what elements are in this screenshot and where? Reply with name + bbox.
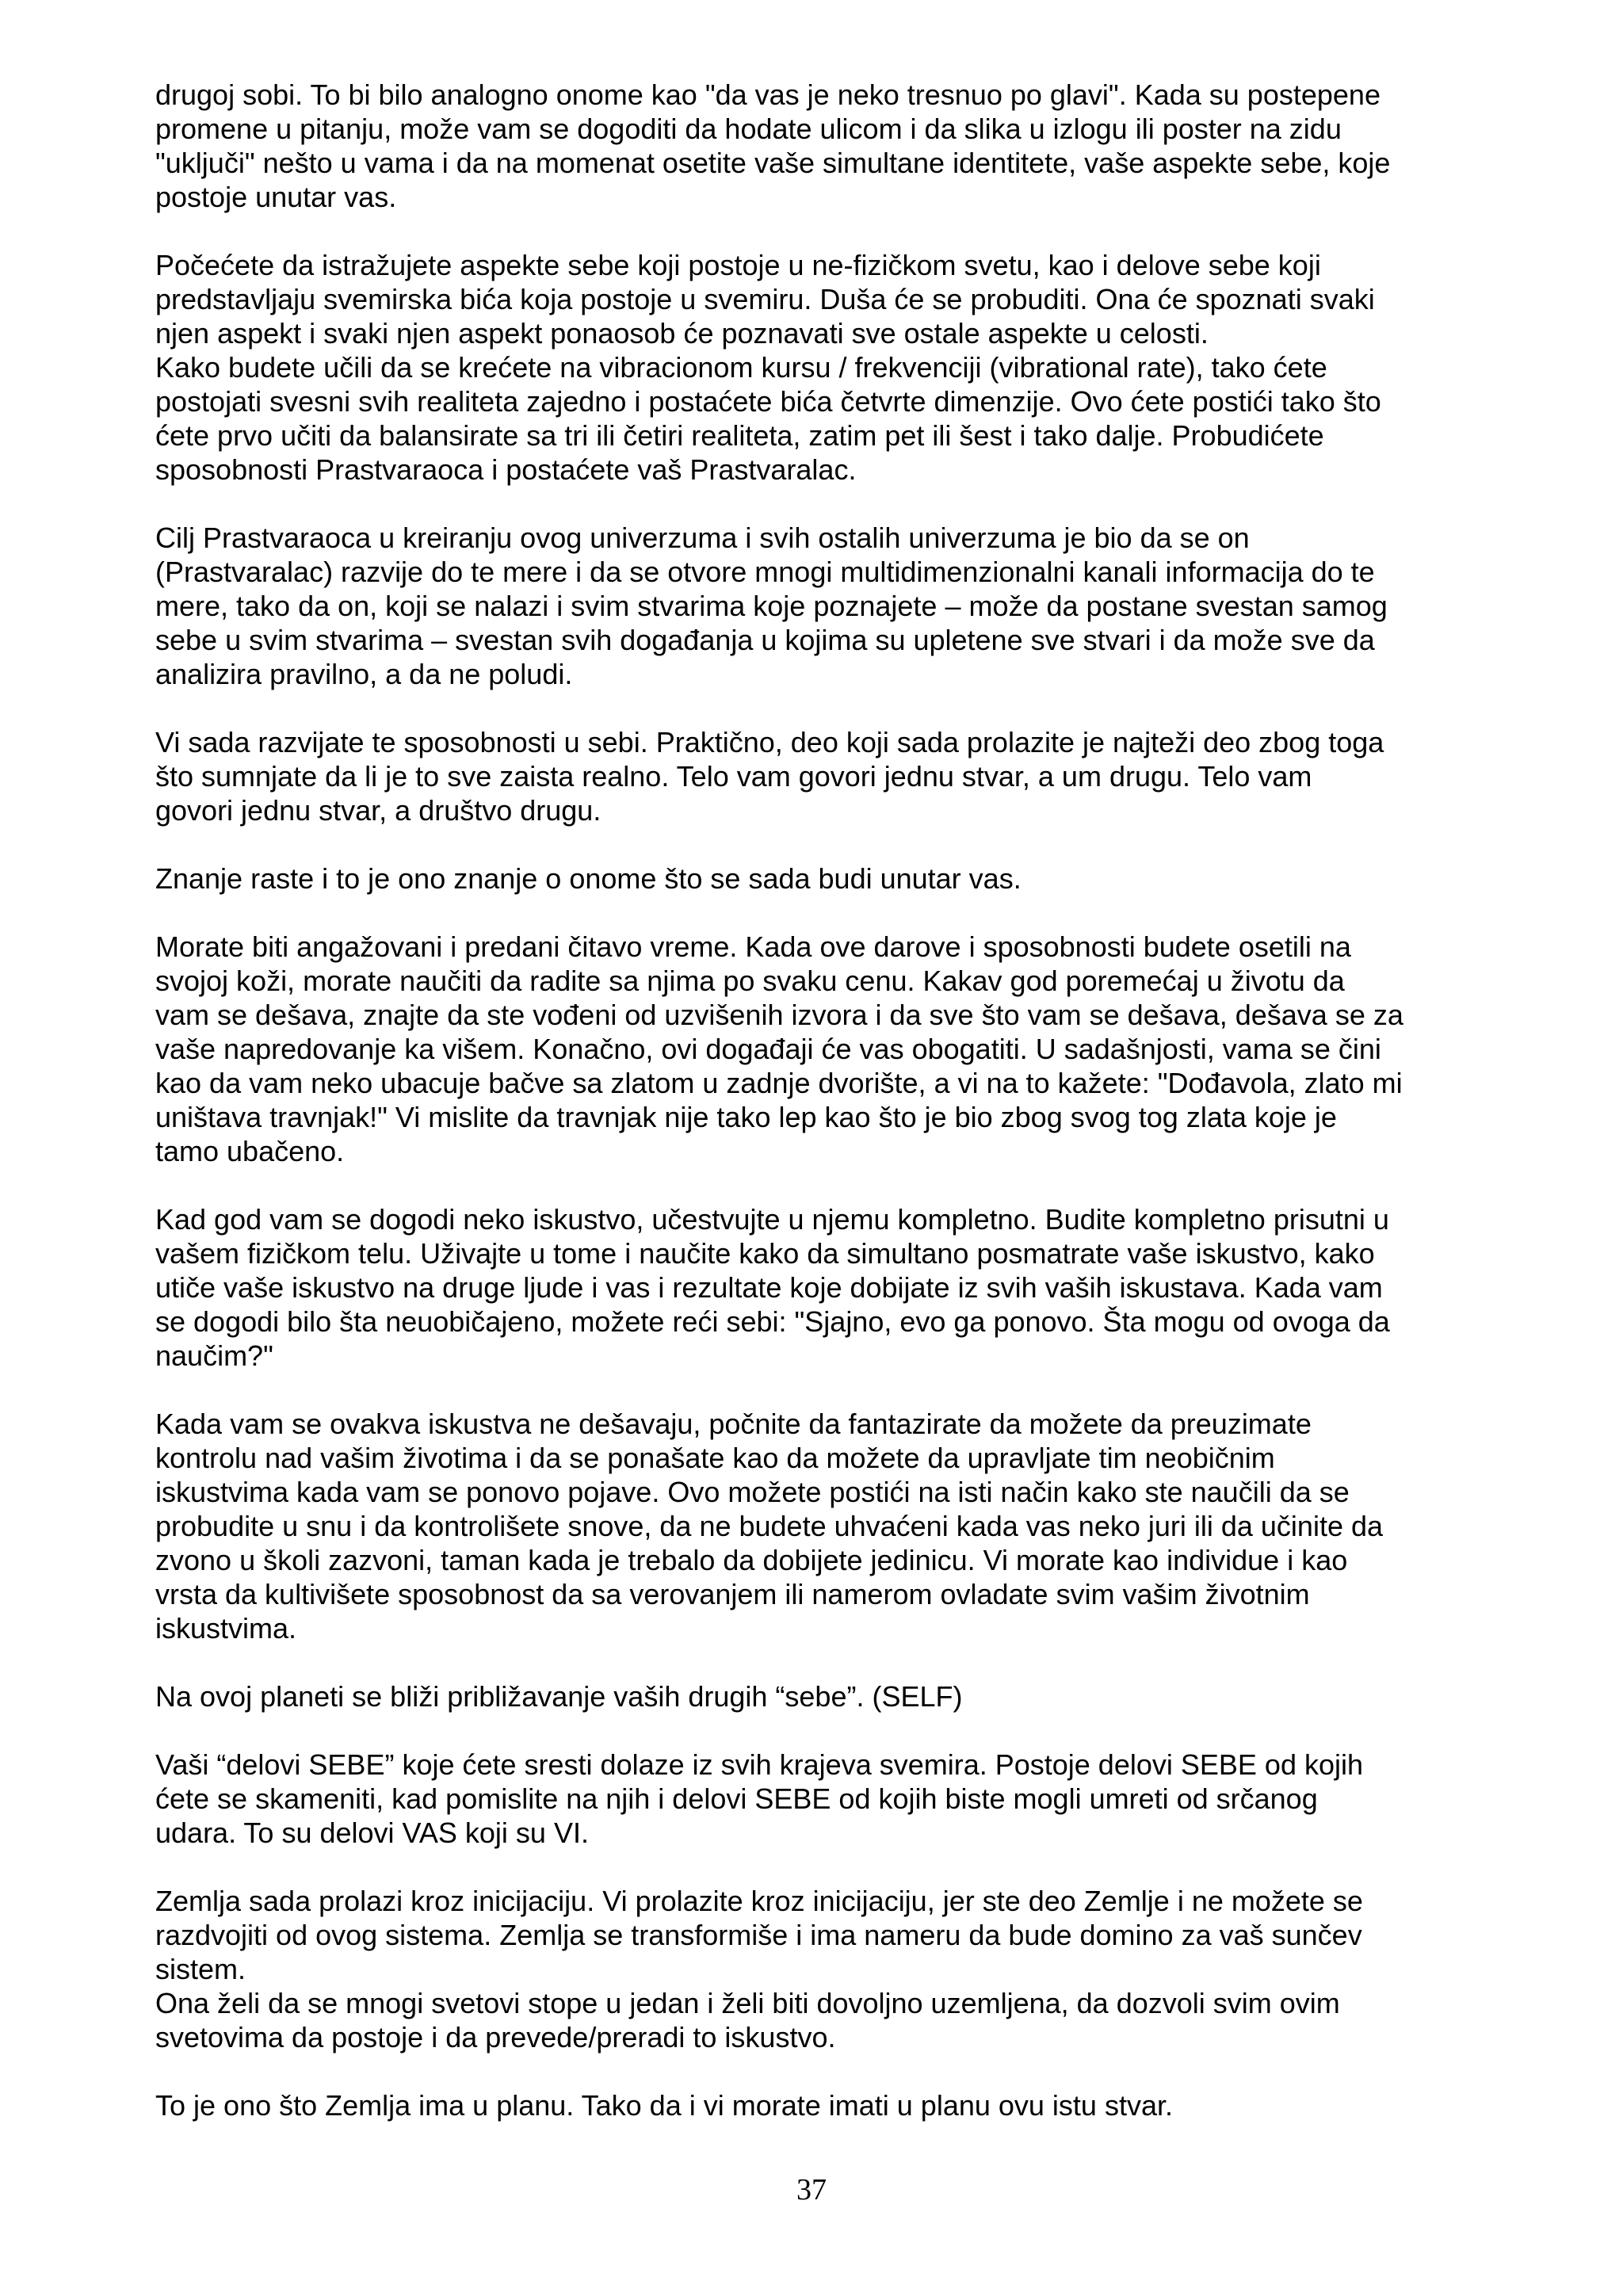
paragraph: Ona želi da se mnogi svetovi stope u jedan i želi biti dovoljno uzemljena, da dozvoli svim ovim svetovima da postoje i da prevede/preradi to iskustvo.: [155, 1987, 1340, 2053]
paragraph: Cilj Prastvaraoca u kreiranju ovog univerzuma i svih ostalih univerzuma je bio da se on (Prastvaralac) razvije do te mere i da se otvore mnogi multidimenzionalni kanali informacija do te mere, tako da on, koji se nalazi i svim stvarima koje poznajete – može da postane svestan samog sebe u svim stvarima – svestan svih događanja u kojima su upletene sve stvari i da može sve da analizira pravilno, a da ne poludi.: [155, 521, 1388, 690]
body-text: [155, 78, 1495, 2157]
paragraph: Zemlja sada prolazi kroz inicijaciju. Vi prolazite kroz inicijaciju, jer ste deo Zemlje i ne možete se razdvojiti od ovog sistema. Zemlja se transformiše i ima nameru da bude domino za vaš sunčev sistem.: [155, 1885, 1363, 1985]
paragraph: Kada vam se ovakva iskustva ne dešavaju, počnite da fantazirate da možete da preuzimate kontrolu nad vašim životima i da se ponašate kao da možete da upravljate tim neobičnim iskustvima kada vam se ponovo pojave. Ovo možete postići na isti način kako ste naučili da se probudite u snu i da kontrolišete snove, da ne budete uhvaćeni kada vas neko juri ili da učinite da zvono u školi zazvoni, taman kada je trebalo da dobijete jedinicu. Vi morate kao individue i kao vrsta da kultivišete sposobnost da sa verovanjem ili namerom ovladate svim vašim životnim iskustvima.: [155, 1408, 1384, 1645]
paragraph: Morate biti angažovani i predani čitavo vreme. Kada ove darove i sposobnosti budete osetili na svojoj koži, morate naučiti da radite sa njima po svaku cenu. Kakav god poremećaj u životu da vam se dešava, znajte da ste vođeni od uzvišenih izvora i da sve što vam se dešava, dešava se za vaše napredovanje ka višem. Konačno, ovi događaji će vas obogatiti. U sadašnjosti, vama se čini kao da vam neko ubacuje bačve sa zlatom u zadnje dvorište, a vi na to kažete: "Dođavola, zlato mi uništava travnjak!" Vi mislite da travnjak nije tako lep kao što je bio zbog svog tog zlata koje je tamo ubačeno.: [155, 930, 1403, 1167]
paragraph: Počećete da istražujete aspekte sebe koji postoje u ne-fizičkom svetu, kao i delove sebe koji predstavljaju svemirska bića koja postoje u svemiru. Duša će se probuditi. Ona će spoznati svaki njen aspekt i svaki njen aspekt ponaosob će poznavati sve ostale aspekte u celosti.: [155, 249, 1375, 350]
paragraph: Vaši “delovi SEBE” koje ćete sresti dolaze iz svih krajeva svemira. Postoje delovi SEBE od kojih ćete se skameniti, kad pomislite na njih i delovi SEBE od kojih biste mogli umreti od srčanog udara. To su delovi VAS koji su VI.: [155, 1748, 1364, 1849]
paragraph: Kad god vam se dogodi neko iskustvo, učestvujte u njemu kompletno. Budite kompletno prisutni u vašem fizičkom telu. Uživajte u tome i naučite kako da simultano posmatrate vaše iskustvo, kako utiče vaše iskustvo na druge ljude i vas i rezultate koje dobijate iz svih vaših iskustava. Kada vam se dogodi bilo šta neuobičajeno, možete reći sebi: "Sjajno, evo ga ponovo. Šta mogu od ovoga da naučim?": [155, 1203, 1390, 1372]
paragraph: To je ono što Zemlja ima u planu. Tako da i vi morate imati u planu ovu istu stvar.: [155, 2089, 1173, 2122]
paragraph: Na ovoj planeti se bliži približavanje vaših drugih “sebe”. (SELF): [155, 1680, 963, 1713]
page-number: 37: [796, 2173, 827, 2206]
paragraph: Vi sada razvijate te sposobnosti u sebi. Praktično, deo koji sada prolazite je najteži deo zbog toga što sumnjate da li je to sve zaista realno. Telo vam govori jednu stvar, a um drugu. Telo vam govori jednu stvar, a društvo drugu.: [155, 726, 1384, 827]
paragraph: drugoj sobi. To bi bilo analogno onome kao "da vas je neko tresnuo po glavi". Kada su postepene promene u pitanju, može vam se dogoditi da hodate ulicom i da slika u izlogu ili poster na zidu "uključi" nešto u vama i da na momenat osetite vaše simultane identitete, vaše aspekte sebe, koje postoje unutar vas.: [155, 78, 1391, 213]
paragraph: Kako budete učili da se krećete na vibracionom kursu / frekvenciji (vibrational rate), tako ćete postojati svesni svih realiteta zajedno i postaćete bića četvrte dimenzije. Ovo ćete postići tako što ćete prvo učiti da balansirate sa tri ili četiri realiteta, zatim pet ili šest i tako dalje. Probudićete sposobnosti Prastvaraoca i postaćete vaš Prastvaralac.: [155, 351, 1381, 486]
paragraph: Znanje raste i to je ono znanje o onome što se sada budi unutar vas.: [155, 862, 1022, 895]
